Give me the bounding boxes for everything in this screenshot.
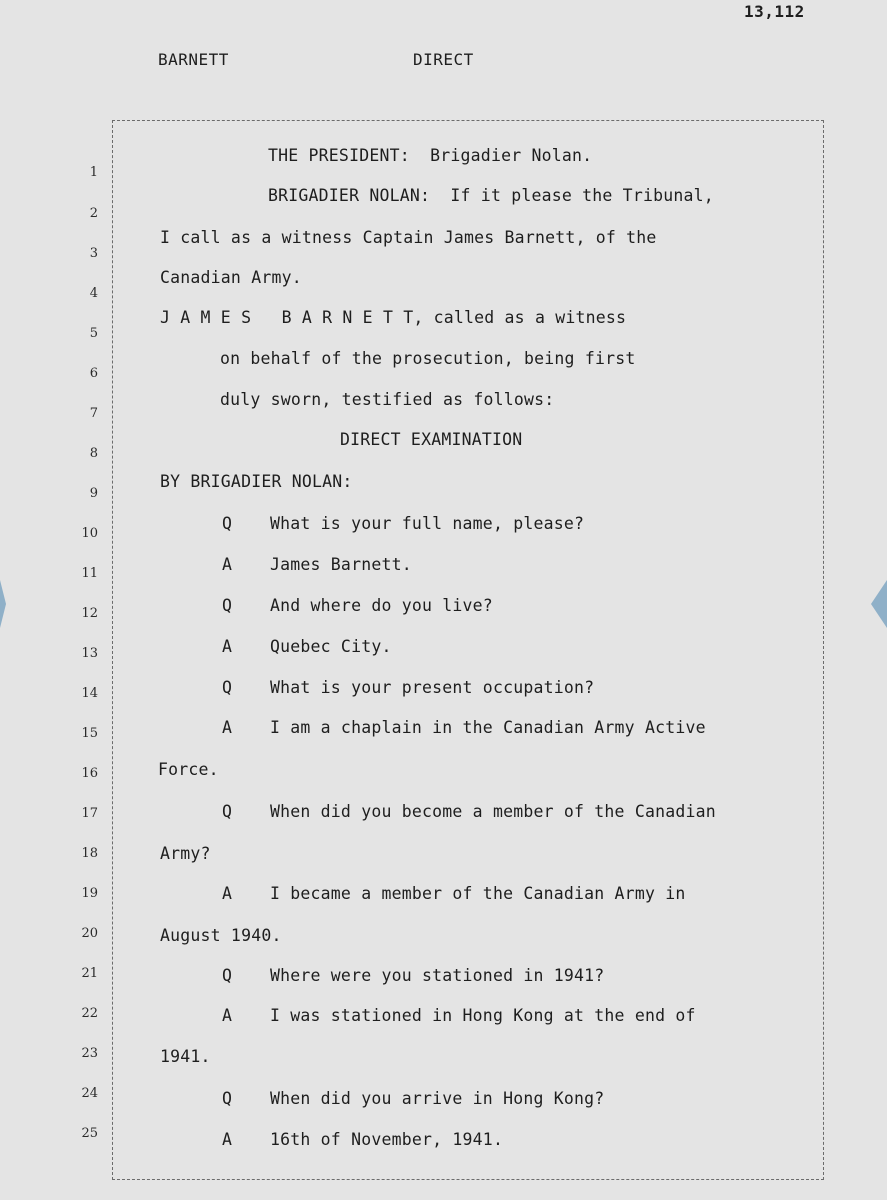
line-number: 12 (81, 606, 98, 621)
line-number: 5 (89, 326, 98, 341)
line-number: 25 (81, 1126, 98, 1141)
transcript-line: J A M E S B A R N E T T, called as a witness (160, 308, 627, 327)
speaker-marker: Q (222, 596, 232, 615)
transcript-line: on behalf of the prosecution, being first (220, 349, 636, 368)
transcript-line: Where were you stationed in 1941? (270, 966, 605, 985)
line-number-column (0, 0, 110, 1200)
line-number: 23 (81, 1046, 98, 1061)
transcript-line: When did you become a member of the Canadian (270, 802, 716, 821)
transcript-line: 1941. (160, 1047, 211, 1066)
transcript-line: Army? (160, 844, 211, 863)
line-number: 24 (81, 1086, 98, 1101)
transcript-line: BY BRIGADIER NOLAN: (160, 472, 353, 491)
speaker-marker: Q (222, 966, 232, 985)
transcript-line: When did you arrive in Hong Kong? (270, 1089, 605, 1108)
transcript-line: I was stationed in Hong Kong at the end of (270, 1006, 696, 1025)
transcript-line: What is your full name, please? (270, 514, 585, 533)
speaker-marker: A (222, 1130, 232, 1149)
line-number: 1 (89, 165, 98, 180)
line-number: 18 (81, 846, 98, 861)
line-number: 21 (81, 966, 98, 981)
line-number: 17 (81, 806, 98, 821)
transcript-line: Canadian Army. (160, 268, 302, 287)
page-number: 13,112 (744, 2, 805, 21)
line-number: 10 (81, 526, 98, 541)
transcript-line: BRIGADIER NOLAN: If it please the Tribunal, (268, 186, 714, 205)
speaker-marker: A (222, 1006, 232, 1025)
line-number: 2 (89, 206, 98, 221)
line-number: 13 (81, 646, 98, 661)
speaker-marker: A (222, 637, 232, 656)
line-number: 3 (89, 246, 98, 261)
line-number: 11 (81, 566, 98, 581)
transcript-line: And where do you live? (270, 596, 493, 615)
line-number: 14 (81, 686, 98, 701)
header-witness: BARNETT (158, 50, 229, 69)
speaker-marker: Q (222, 678, 232, 697)
line-number: 9 (89, 486, 98, 501)
transcript-line: THE PRESIDENT: Brigadier Nolan. (268, 146, 593, 165)
line-number: 22 (81, 1006, 98, 1021)
speaker-marker: A (222, 884, 232, 903)
speaker-marker: Q (222, 514, 232, 533)
line-number: 20 (81, 926, 98, 941)
line-number: 4 (89, 286, 98, 301)
next-page-tab[interactable] (871, 580, 887, 628)
speaker-marker: A (222, 555, 232, 574)
line-number: 7 (89, 406, 98, 421)
transcript-line: Quebec City. (270, 637, 392, 656)
speaker-marker: Q (222, 802, 232, 821)
line-number: 15 (81, 726, 98, 741)
line-number: 16 (81, 766, 98, 781)
speaker-marker: Q (222, 1089, 232, 1108)
transcript-line: What is your present occupation? (270, 678, 595, 697)
speaker-marker: A (222, 718, 232, 737)
line-number: 8 (89, 446, 98, 461)
line-number: 6 (89, 366, 98, 381)
transcript-line: I call as a witness Captain James Barnett, of the (160, 228, 657, 247)
transcript-line: Force. (158, 760, 219, 779)
transcript-line: I became a member of the Canadian Army in (270, 884, 686, 903)
transcript-line: August 1940. (160, 926, 282, 945)
line-number: 19 (81, 886, 98, 901)
transcript-line: James Barnett. (270, 555, 412, 574)
section-heading: DIRECT EXAMINATION (340, 430, 523, 449)
transcript-line: 16th of November, 1941. (270, 1130, 504, 1149)
transcript-line: I am a chaplain in the Canadian Army Active (270, 718, 706, 737)
header-section: DIRECT (413, 50, 474, 69)
transcript-line: duly sworn, testified as follows: (220, 390, 555, 409)
